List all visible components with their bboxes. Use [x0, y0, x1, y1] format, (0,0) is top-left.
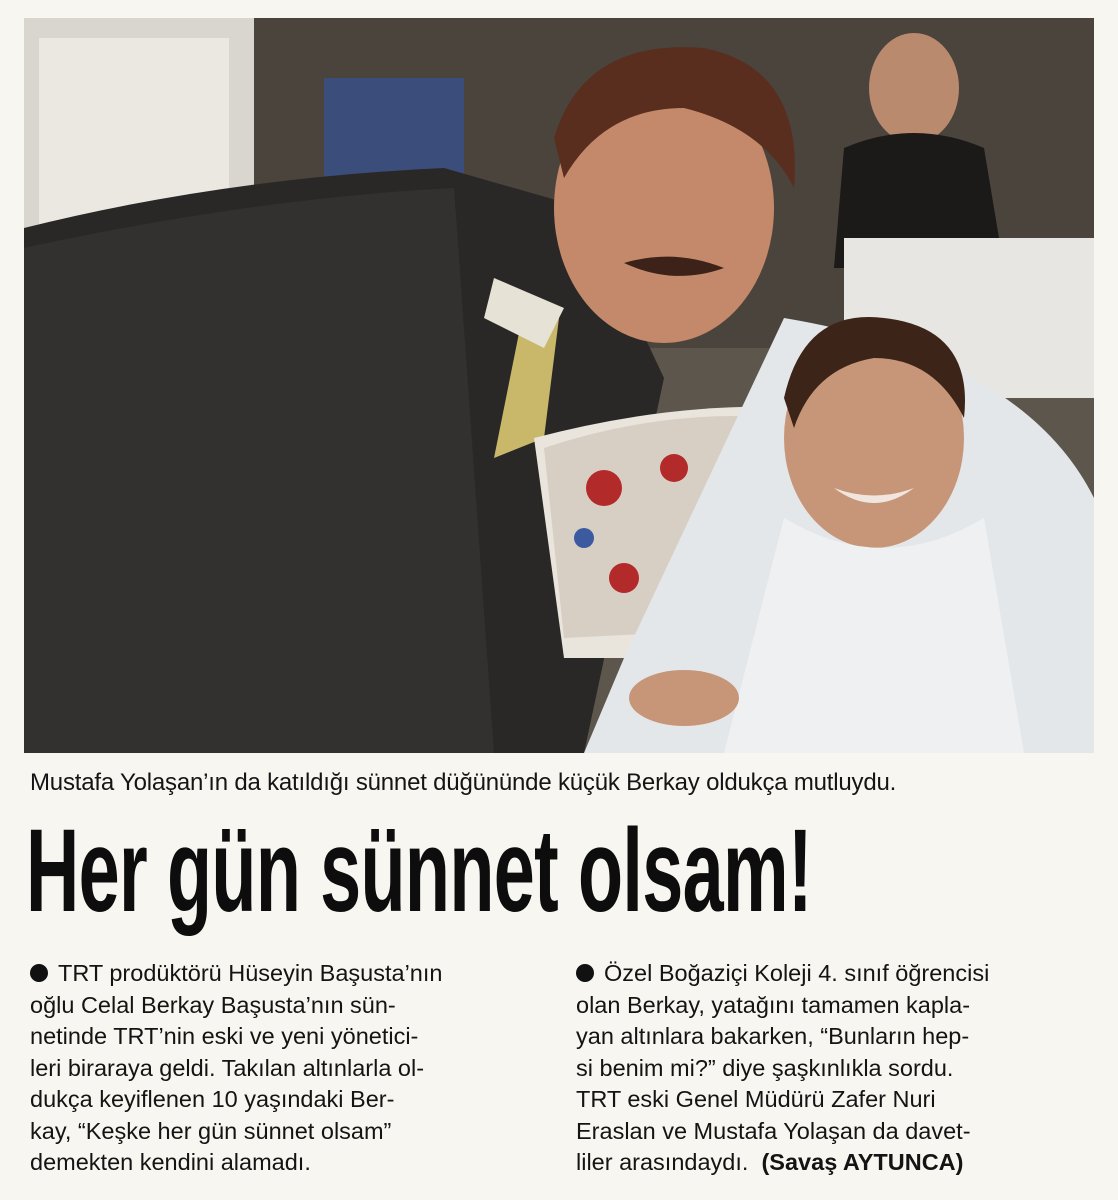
article-line	[576, 958, 1096, 990]
article-line: leri biraraya geldi. Takılan altınlarla ol-	[30, 1054, 425, 1081]
line-text: liler arasındaydı.	[576, 1149, 749, 1175]
article-line: dukça keyiflenen 10 yaşındaki Ber-	[30, 1086, 395, 1112]
photo-illustration	[24, 18, 1094, 753]
article-column-left	[30, 958, 530, 1179]
line-text: TRT prodüktörü Hüseyin Başusta’nın	[58, 960, 443, 986]
line-text: Özel Boğaziçi Koleji 4. sınıf öğrencisi	[604, 960, 990, 986]
article-line	[576, 1147, 1096, 1179]
article-line: demekten kendini alamadı.	[30, 1149, 311, 1175]
bullet-icon	[30, 964, 48, 982]
headline-container	[26, 806, 1098, 946]
article-line: oğlu Celal Berkay Başusta’nın sün-	[30, 991, 396, 1018]
article-line	[30, 958, 530, 990]
article-line: TRT eski Genel Müdürü Zafer Nuri	[576, 1086, 936, 1112]
article-line: netinde TRT’nin eski ve yeni yönetici-	[30, 1023, 419, 1049]
news-photo	[24, 18, 1094, 753]
bullet-icon	[576, 964, 594, 982]
article-line: si benim mi?” diye şaşkınlıkla sordu.	[576, 1054, 954, 1081]
byline: (Savaş AYTUNCA)	[761, 1149, 964, 1175]
article-line: olan Berkay, yatağını tamamen kapla-	[576, 991, 971, 1018]
photo-caption: Mustafa Yolaşan’ın da katıldığı sünnet düğününde küçük Berkay oldukça mutluydu.	[30, 769, 897, 796]
article-line: kay, “Keşke her gün sünnet olsam”	[30, 1117, 392, 1144]
article-column-right	[576, 958, 1096, 1179]
article-line: yan altınlara bakarken, “Bunların hep-	[576, 1023, 970, 1049]
article-line: Eraslan ve Mustafa Yolaşan da davet-	[576, 1117, 971, 1144]
headline: Her gün sünnet olsam!	[26, 806, 812, 937]
